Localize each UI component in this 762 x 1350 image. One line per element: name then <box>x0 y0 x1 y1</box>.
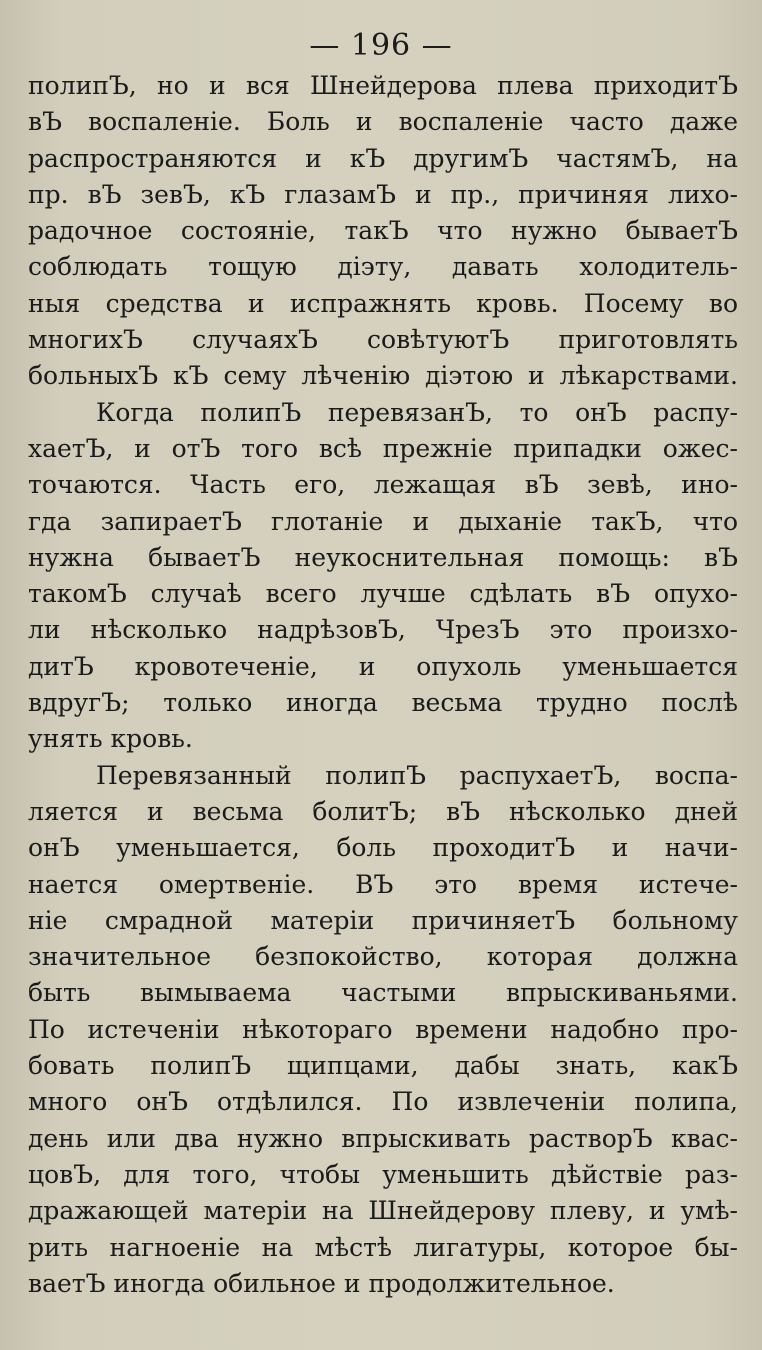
paragraph-3 <box>28 758 738 1302</box>
page-number: — 196 — <box>309 28 453 63</box>
text-line: бовать полипЪ щипцами, дабы знать, какЪ <box>28 1051 738 1081</box>
text-line: полипЪ, но и вся Шнейдерова плева приходитЪ <box>28 71 738 100</box>
text-line: дитЪ кровотеченіе, и опухоль уменьшается <box>28 651 738 681</box>
text-line: Перевязанный полипЪ распухаетЪ, воспа- <box>96 760 738 790</box>
text-line: соблюдать тощую діэту, давать холодитель- <box>28 252 738 282</box>
paragraph-1 <box>28 68 738 395</box>
text-line: ваетЪ иногда обильное и продолжительное. <box>28 1268 615 1298</box>
text-line: хаетЪ, и отЪ того всѣ прежніе припадки ожес- <box>28 433 738 463</box>
text-line: дражающей матеріи на Шнейдерову плеву, и умѣ- <box>28 1196 738 1226</box>
text-line: ли нѣсколько надрѣзовЪ, ЧрезЪ это произхо- <box>28 615 738 645</box>
text-line: нужна бываетЪ неукоснительная помощь: вЪ <box>28 542 738 572</box>
text-line: рить нагноеніе на мѣстѣ лигатуры, которое бы- <box>28 1232 738 1262</box>
text-line: распространяются и кЪ другимЪ частямЪ, на <box>28 143 738 173</box>
text-line: вдругЪ; только иногда весьма трудно послѣ <box>28 688 738 718</box>
text-line: ляется и весьма болитЪ; вЪ нѣсколько дней <box>28 796 738 826</box>
text-line: онЪ уменьшается, боль проходитЪ и начи- <box>28 833 738 863</box>
text-line: радочное состояніе, такЪ что нужно бываетЪ <box>28 216 738 246</box>
text-line: вЪ воспаленіе. Боль и воспаленіе часто даже <box>28 107 738 137</box>
text-line: ныя средства и испражнять кровь. Посему во <box>28 288 738 318</box>
text-line: точаются. Часть его, лежащая вЪ зевѣ, ино- <box>28 470 738 500</box>
text-line: унять кровь. <box>28 724 193 754</box>
text-line: больныхЪ кЪ сему лѣченію діэтою и лѣкарствами. <box>28 361 738 391</box>
text-line: гда запираетЪ глотаніе и дыханіе такЪ, что <box>28 506 738 536</box>
body-text <box>28 68 738 1302</box>
text-line: много онЪ отдѣлился. По извлеченіи полипа, <box>28 1087 738 1117</box>
text-line: значительное безпокойство, которая должна <box>28 942 738 972</box>
text-line: день или два нужно впрыскивать растворЪ квас- <box>28 1123 738 1153</box>
text-line: Когда полипЪ перевязанЪ, то онЪ распу- <box>96 397 738 427</box>
text-line: ніе смрадной матеріи причиняетЪ больному <box>28 905 738 935</box>
text-line: такомЪ случаѣ всего лучше сдѣлать вЪ опухо- <box>28 579 738 609</box>
paragraph-2 <box>28 395 738 758</box>
text-line: нается омертвеніе. ВЪ это время истече- <box>28 869 738 899</box>
text-line: многихЪ случаяхЪ совѣтуютЪ приготовлять <box>28 325 738 355</box>
text-line: пр. вЪ зевЪ, кЪ глазамЪ и пр., причиняя лихо- <box>28 179 738 209</box>
text-line: быть вымываема частыми впрыскиваньями. <box>28 978 738 1008</box>
text-line: цовЪ, для того, чтобы уменьшить дѣйствіе раз- <box>28 1159 738 1189</box>
text-line: По истеченіи нѣкотораго времени надобно про- <box>28 1014 738 1044</box>
